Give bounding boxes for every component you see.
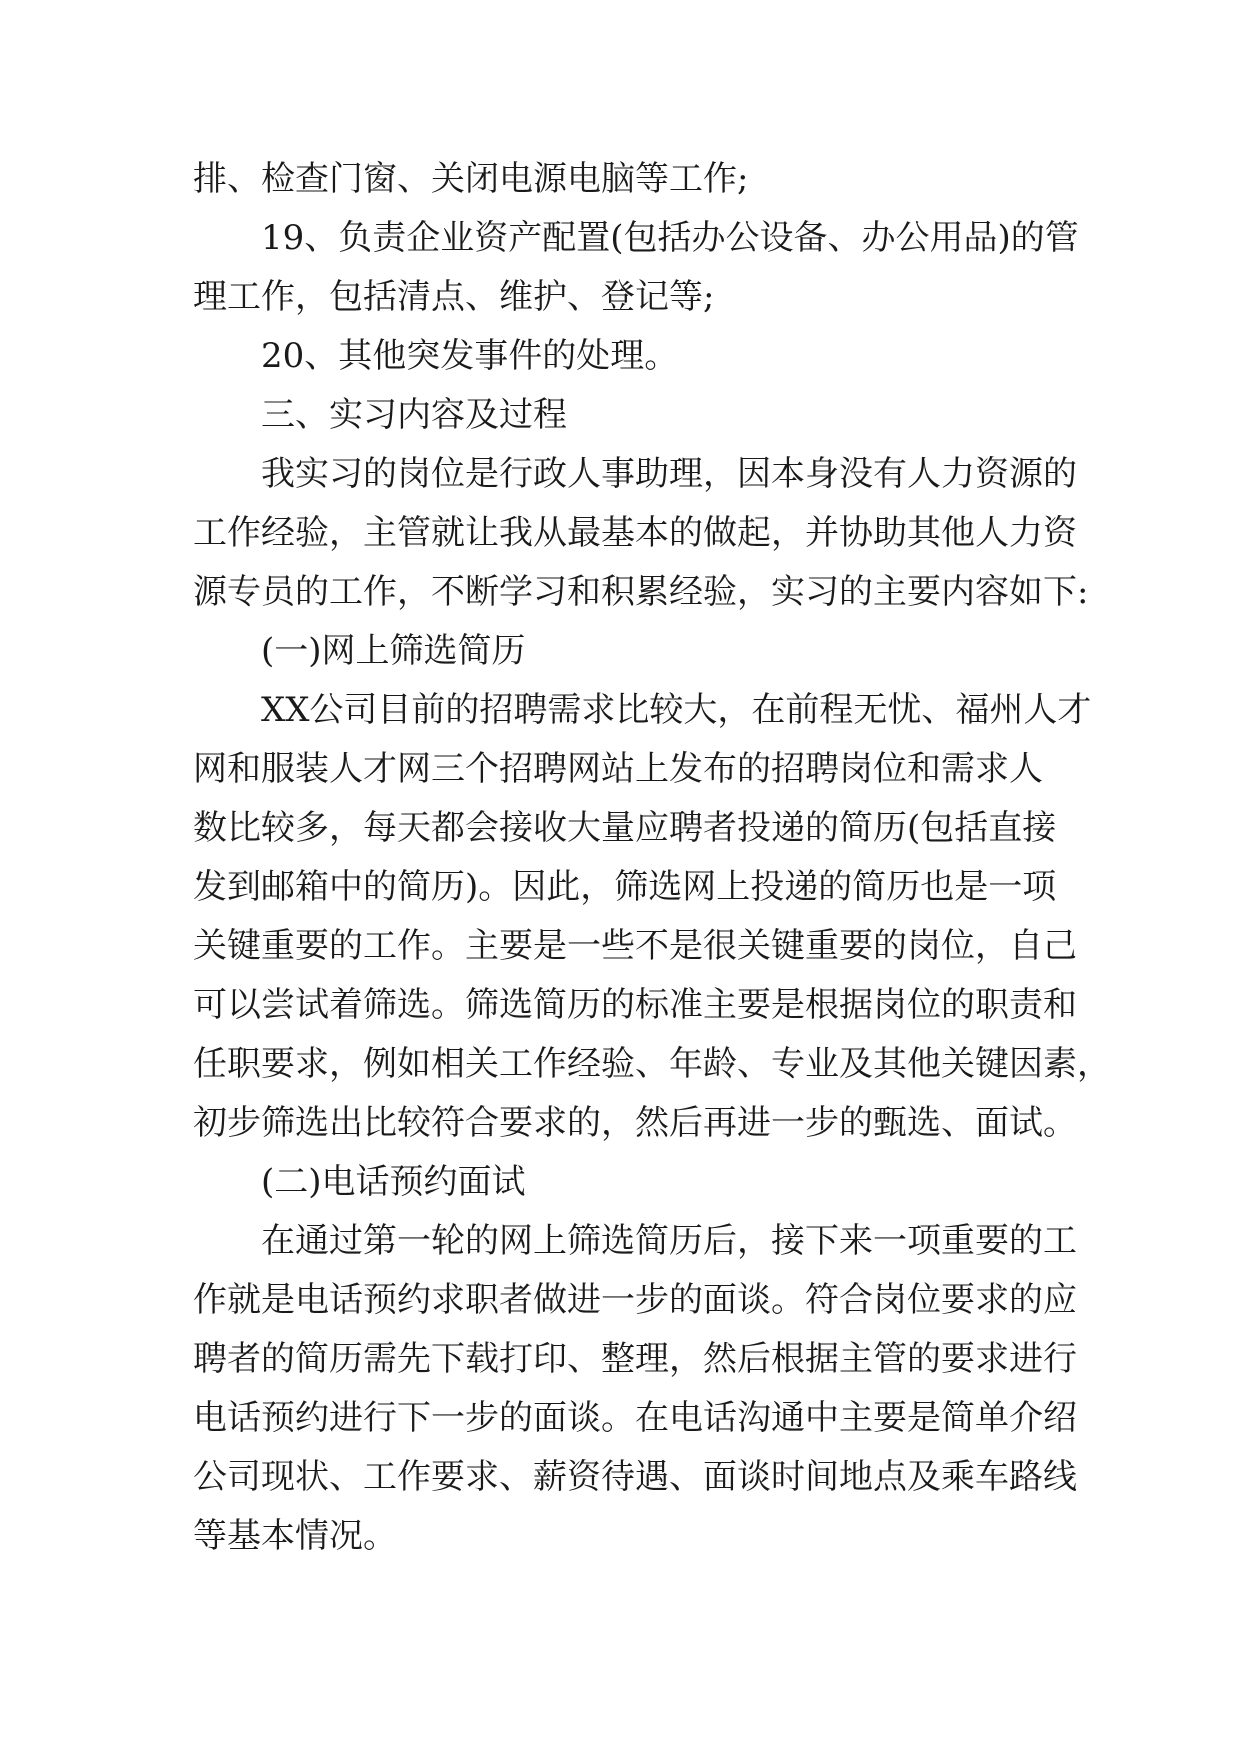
text-line: 数比较多，每天都会接收大量应聘者投递的简历(包括直接 (193, 808, 1057, 848)
text-line: 电话预约进行下一步的面谈。在电话沟通中主要是简单介绍 (193, 1398, 1077, 1438)
text-line: 理工作，包括清点、维护、登记等; (193, 277, 715, 317)
text-line: 网和服装人才网三个招聘网站上发布的招聘岗位和需求人 (193, 749, 1043, 789)
subsection-heading: (二)电话预约面试 (261, 1162, 526, 1202)
text-line: 我实习的岗位是行政人事助理，因本身没有人力资源的 (261, 454, 1077, 494)
text-line: 作就是电话预约求职者做进一步的面谈。符合岗位要求的应 (193, 1280, 1077, 1320)
text-line: 任职要求，例如相关工作经验、年龄、专业及其他关键因素， (193, 1044, 1111, 1084)
text-line: 可以尝试着筛选。筛选简历的标准主要是根据岗位的职责和 (193, 985, 1077, 1025)
text-line: 在通过第一轮的网上筛选简历后，接下来一项重要的工 (261, 1221, 1077, 1261)
text-line: 工作经验，主管就让我从最基本的做起，并协助其他人力资 (193, 513, 1077, 553)
text-line: 关键重要的工作。主要是一些不是很关键重要的岗位，自己 (193, 926, 1077, 966)
subsection-heading: (一)网上筛选简历 (261, 631, 526, 671)
text-line: XX公司目前的招聘需求比较大，在前程无忧、福州人才 (261, 690, 1092, 730)
text-line: 排、检查门窗、关闭电源电脑等工作; (193, 159, 749, 199)
text-line: 公司现状、工作要求、薪资待遇、面谈时间地点及乘车路线 (193, 1457, 1077, 1497)
text-line: 等基本情况。 (193, 1516, 397, 1556)
text-line: 20、其他突发事件的处理。 (261, 336, 679, 376)
text-line: 发到邮箱中的简历)。因此，筛选网上投递的简历也是一项 (193, 867, 1057, 907)
text-line: 19、负责企业资产配置(包括办公设备、办公用品)的管 (261, 218, 1079, 258)
text-line: 聘者的简历需先下载打印、整理，然后根据主管的要求进行 (193, 1339, 1077, 1379)
text-line: 初步筛选出比较符合要求的，然后再进一步的甄选、面试。 (193, 1103, 1077, 1143)
document-body (193, 150, 1111, 1566)
text-line: 源专员的工作，不断学习和积累经验，实习的主要内容如下: (193, 572, 1089, 612)
section-heading: 三、实习内容及过程 (261, 395, 567, 435)
